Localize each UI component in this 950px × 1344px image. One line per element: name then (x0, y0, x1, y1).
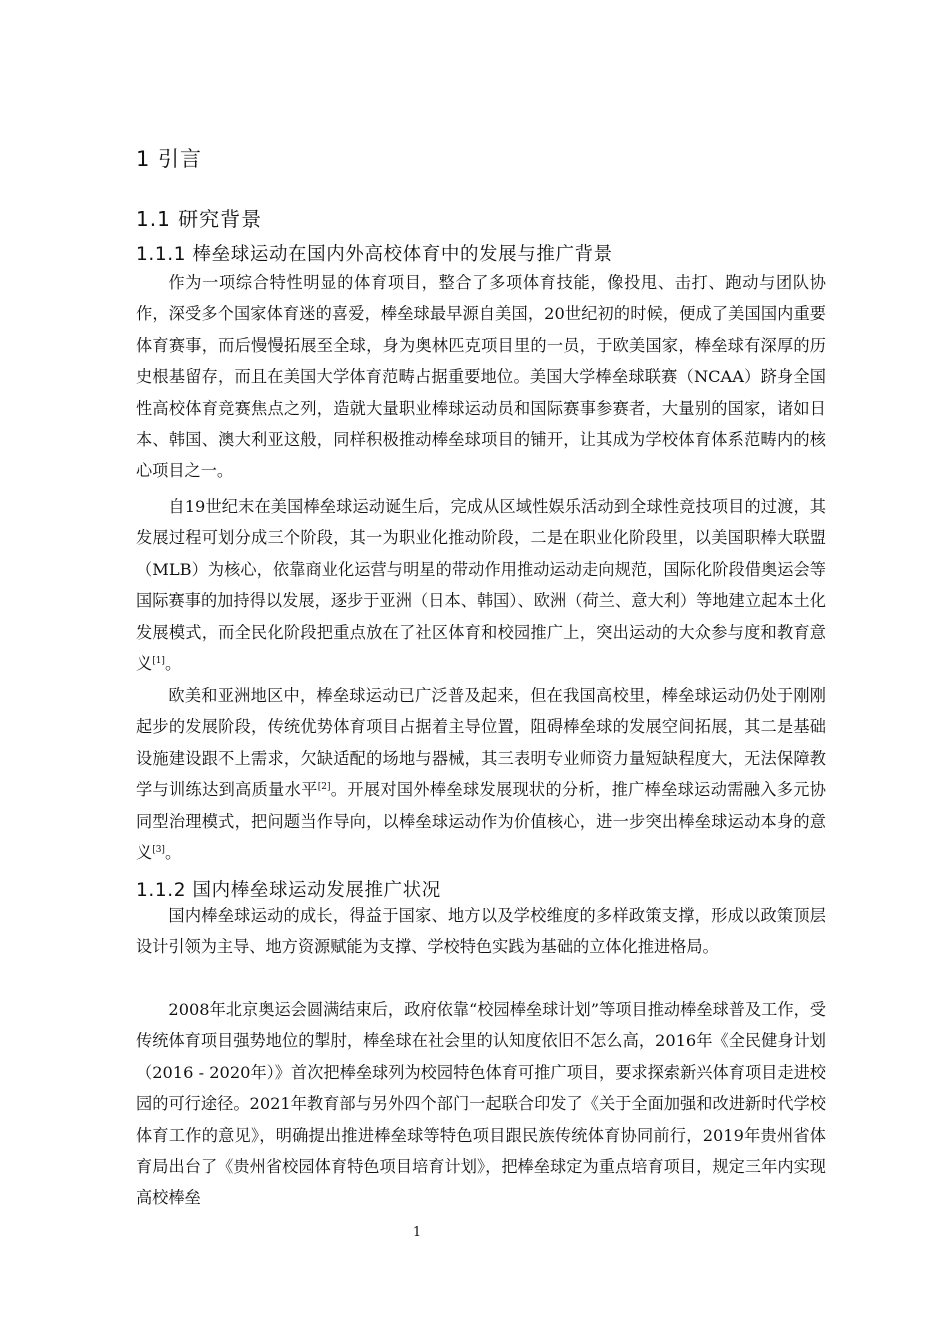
paragraph-2-text: 自19世纪末在美国棒垒球运动诞生后，完成从区域性娱乐活动到全球性竞技项目的过渡，其发展过程可划分成三个阶段，其一为职业化推动阶段，二是在职业化阶段里，以美国职棒大联盟（MLB）为核心，依靠商业化运营与明星的带动作用推动运动走向规范，国际化阶段借奥运会等国际赛事的加持得以发展，逐步于亚洲（日本、韩国）、欧洲（荷兰、意大利）等地建立起本土化发展模式，而全民化阶段把重点放在了社区体育和校园推广上，突出运动的大众参与度和教育意义 (136, 497, 826, 674)
subsection-heading-2: 1.1.2 国内棒垒球运动发展推广状况 (136, 880, 441, 901)
paragraph-5: 2008年北京奥运会圆满结束后，政府依靠“校园棒垒球计划”等项目推动棒垒球普及工作，受传统体育项目强势地位的掣肘，棒垒球在社会里的认知度依旧不怎么高，2016年《全民健身计划（2016 - 2020年）》首次把棒垒球列为校园特色体育可推广项目，要求探索新兴体育项目走进校园的可行途径。2021年教育部与另外四个部门一起联合印发了《关于全面加强和改进新时代学校体育工作的意见》，明确提出推进棒垒球等特色项目跟民族传统体育协同前行，2019年贵州省体育局出台了《贵州省校园体育特色项目培育计划》，把棒垒球定为重点培育项目，规定三年内实现高校棒垒 (136, 1000, 826, 1208)
section-heading: 1.1 研究背景 (136, 207, 263, 231)
paragraph-2 (136, 491, 826, 679)
paragraph-3 (136, 680, 826, 868)
paragraph-3-text-b: 。开展对国外棒垒球发展现状的分析，推广棒垒球运动需融入多元协同型治理模式，把问题当作导向，以棒垒球运动作为价值核心，进一步突出棒垒球运动本身的意义 (136, 780, 826, 863)
paragraph-1: 作为一项综合特性明显的体育项目，整合了多项体育技能，像投甩、击打、跑动与团队协作，深受多个国家体育迷的喜爱，棒垒球最早源自美国，20世纪初的时候，便成了美国国内重要体育赛事，而后慢慢拓展至全球，身为奥林匹克项目里的一员，于欧美国家，棒垒球有深厚的历史根基留存，而且在美国大学体育范畴占据重要地位。美国大学棒垒球联赛（NCAA）跻身全国性高校体育竞赛焦点之列，造就大量职业棒球运动员和国际赛事参赛者，大量别的国家，诸如日本、韩国、澳大利亚这般，同样积极推动棒垒球项目的铺开，让其成为学校体育体系范畴内的核心项目之一。 (136, 273, 826, 481)
paragraph-2-end: 。 (164, 654, 182, 674)
citation-3: [3] (152, 845, 165, 856)
citation-1: [1] (152, 656, 165, 667)
paragraph-4: 国内棒垒球运动的成长，得益于国家、地方以及学校维度的多样政策支撑，形成以政策顶层设计引领为主导、地方资源赋能为支撑、学校特色实践为基础的立体化推进格局。 (136, 906, 826, 957)
subsection-heading-1: 1.1.1 棒垒球运动在国内外高校体育中的发展与推广背景 (136, 244, 613, 265)
citation-2: [2] (317, 782, 331, 793)
page-number: 1 (412, 1225, 422, 1240)
paragraph-3-end: 。 (164, 843, 182, 863)
chapter-heading: 1 引言 (136, 147, 203, 171)
paragraph-3-text-a: 欧美和亚洲地区中，棒垒球运动已广泛普及起来，但在我国高校里，棒垒球运动仍处于刚刚起步的发展阶段，传统优势体育项目占据着主导位置，阻碍棒垒球的发展空间拓展，其二是基础设施建设跟不上需求，欠缺适配的场地与器械，其三表明专业师资力量短缺程度大，无法保障教学与训练达到高质量水平 (136, 686, 826, 800)
